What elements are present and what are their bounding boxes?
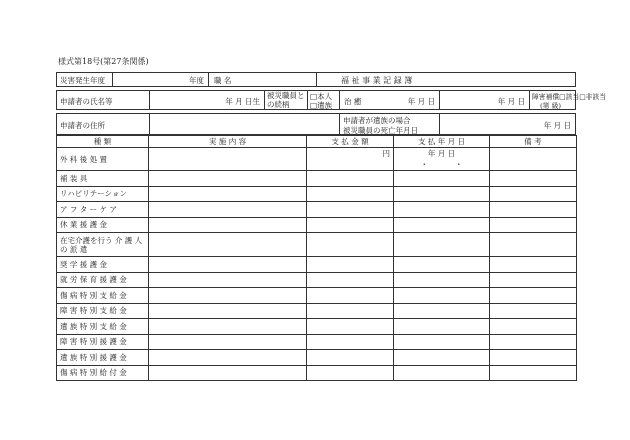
- relation-option-self[interactable]: □本人: [310, 92, 333, 101]
- relation-options[interactable]: [307, 91, 339, 109]
- content-cell[interactable]: [149, 303, 307, 319]
- content-cell[interactable]: [149, 202, 307, 218]
- relation-label: 被災職員との続柄: [267, 91, 305, 109]
- relation-option-bereaved[interactable]: □遺族: [310, 101, 333, 110]
- remarks-cell[interactable]: [490, 334, 577, 350]
- amount-cell[interactable]: [307, 148, 394, 171]
- row-type-label: 就 労 保 育 援 護 金: [57, 272, 149, 288]
- content-cell[interactable]: [149, 217, 307, 233]
- table-row: [57, 350, 577, 366]
- pay-date-cell[interactable]: [394, 334, 490, 350]
- remarks-cell[interactable]: [490, 217, 577, 233]
- fiscal-year-suffix: 年度: [189, 76, 204, 85]
- row-type-label: 傷 病 特 別 給 付 金: [57, 365, 149, 381]
- death-date-field[interactable]: [439, 114, 577, 134]
- col-header-content: 実 施 内 容: [149, 136, 307, 148]
- applicant-name-label-cell: [57, 91, 149, 109]
- amount-cell[interactable]: [307, 319, 394, 335]
- register-title: 福 祉 事 業 記 録 簿: [341, 76, 413, 85]
- amount-cell[interactable]: [307, 171, 394, 187]
- remarks-cell[interactable]: [490, 272, 577, 288]
- table-row: [57, 217, 577, 233]
- table-row: [57, 233, 577, 257]
- content-cell[interactable]: [149, 350, 307, 366]
- job-title-label-cell: [208, 73, 266, 86]
- table-row: [57, 288, 577, 304]
- remarks-cell[interactable]: [490, 186, 577, 202]
- col-header-remarks: 備 考: [490, 136, 577, 148]
- remarks-cell[interactable]: [490, 350, 577, 366]
- content-cell[interactable]: [149, 334, 307, 350]
- content-cell[interactable]: [149, 319, 307, 335]
- row-type-label: 補 装 具: [57, 171, 149, 187]
- extra-date-cell[interactable]: [439, 91, 529, 109]
- applicant-name-field[interactable]: [149, 91, 264, 109]
- disability-grade: (第 級): [540, 102, 562, 110]
- address-label: 申請者の住所: [60, 121, 105, 130]
- pay-date-cell[interactable]: [394, 288, 490, 304]
- remarks-cell[interactable]: [490, 148, 577, 171]
- pay-date-label: 年 月 日: [427, 149, 456, 158]
- yen-unit: 円: [382, 149, 390, 158]
- amount-cell[interactable]: [307, 350, 394, 366]
- extra-date: 年 月 日: [497, 97, 525, 106]
- pay-date-cell[interactable]: [394, 365, 490, 381]
- header-row-3: [56, 113, 576, 135]
- row-type-label: 在宅介護を行う 介 護 人 の 派 遣: [57, 233, 149, 257]
- col-header-pay-date: 支 払 年 月 日: [394, 136, 490, 148]
- amount-cell[interactable]: [307, 288, 394, 304]
- relation-label-cell: [264, 91, 307, 109]
- occurrence-year-label-cell: [57, 73, 112, 86]
- address-field[interactable]: [149, 114, 339, 134]
- table-row: [57, 365, 577, 381]
- row-type-label: ア フ タ ー ケ ア: [57, 202, 149, 218]
- fiscal-year-field[interactable]: [112, 73, 208, 86]
- pay-date-cell[interactable]: [394, 350, 490, 366]
- applicant-name-label: 申請者の氏名等: [60, 97, 113, 106]
- birth-date-label: 年 月 日生: [225, 97, 260, 106]
- row-type-label: 外 科 後 処 置: [57, 148, 149, 171]
- remarks-cell[interactable]: [490, 319, 577, 335]
- col-header-type: 種 類: [57, 136, 149, 148]
- address-label-cell: [57, 114, 149, 134]
- pay-date-cell[interactable]: [394, 171, 490, 187]
- row-type-label: リハビリテーション: [57, 186, 149, 202]
- job-title-label: 職 名: [214, 76, 232, 85]
- row-type-label: 遺 族 特 別 支 給 金: [57, 319, 149, 335]
- col-header-amount: 支 払 金 額: [307, 136, 394, 148]
- amount-cell[interactable]: [307, 334, 394, 350]
- row-type-label: 休 業 援 護 金: [57, 217, 149, 233]
- remarks-cell[interactable]: [490, 303, 577, 319]
- content-cell[interactable]: [149, 272, 307, 288]
- row-type-label: 傷 病 特 別 支 給 金: [57, 288, 149, 304]
- recovery-date: 年 月 日: [407, 97, 435, 106]
- disability-label: 障害補償□該当□非該当: [532, 93, 607, 101]
- pay-date-cell[interactable]: [394, 272, 490, 288]
- table-row: [57, 272, 577, 288]
- remarks-cell[interactable]: [490, 202, 577, 218]
- register-title-cell: [266, 73, 577, 86]
- content-cell[interactable]: [149, 171, 307, 187]
- death-label-cell: [339, 114, 439, 134]
- pay-date-cell[interactable]: [394, 319, 490, 335]
- remarks-cell[interactable]: [490, 171, 577, 187]
- death-label-line2: 被災職員の死亡年月日: [343, 126, 418, 135]
- row-type-label: 遺 族 特 別 援 護 金: [57, 350, 149, 366]
- table-row: [57, 303, 577, 319]
- remarks-cell[interactable]: [490, 365, 577, 381]
- row-type-label: 障 害 特 別 援 護 金: [57, 334, 149, 350]
- content-cell[interactable]: [149, 288, 307, 304]
- pay-date-cell[interactable]: [394, 202, 490, 218]
- row-type-label: 障 害 特 別 支 給 金: [57, 303, 149, 319]
- content-cell[interactable]: [149, 233, 307, 257]
- amount-cell[interactable]: [307, 202, 394, 218]
- content-cell[interactable]: [149, 257, 307, 273]
- content-cell[interactable]: [149, 186, 307, 202]
- content-cell[interactable]: [149, 148, 307, 171]
- amount-cell[interactable]: [307, 272, 394, 288]
- remarks-cell[interactable]: [490, 288, 577, 304]
- pay-date-cell[interactable]: [394, 148, 490, 171]
- remarks-cell[interactable]: [490, 233, 577, 257]
- amount-cell[interactable]: [307, 233, 394, 257]
- table-header-row: [57, 136, 577, 148]
- table-row: [57, 334, 577, 350]
- amount-cell[interactable]: [307, 257, 394, 273]
- amount-cell[interactable]: [307, 365, 394, 381]
- recovery-cell[interactable]: [339, 91, 439, 109]
- content-cell[interactable]: [149, 365, 307, 381]
- form-code: 様式第18号(第27条関係): [58, 57, 149, 66]
- welfare-records-table: [56, 135, 577, 381]
- table-row: [57, 319, 577, 335]
- header-row-1: [56, 72, 576, 87]
- pay-date-cell[interactable]: [394, 217, 490, 233]
- table-row: [57, 202, 577, 218]
- amount-cell[interactable]: [307, 186, 394, 202]
- death-label-line1: 申請者が遺族の場合: [343, 116, 411, 125]
- row-type-label: 奨 学 援 護 金: [57, 257, 149, 273]
- amount-cell[interactable]: [307, 217, 394, 233]
- recovery-label: 治 癒: [344, 97, 362, 106]
- occurrence-year-label: 災害発生年度: [60, 76, 105, 85]
- table-row: [57, 257, 577, 273]
- pay-date-dots: ・ ・: [420, 160, 463, 169]
- table-row: [57, 148, 577, 171]
- amount-cell[interactable]: [307, 303, 394, 319]
- table-row: [57, 186, 577, 202]
- table-row: [57, 171, 577, 187]
- disability-cell[interactable]: [529, 91, 607, 110]
- header-row-2: [56, 90, 607, 110]
- pay-date-cell[interactable]: [394, 186, 490, 202]
- job-title-field[interactable]: [266, 73, 317, 86]
- pay-date-cell[interactable]: [394, 303, 490, 319]
- pay-date-cell[interactable]: [394, 233, 490, 257]
- death-date: 年 月 日: [543, 121, 571, 130]
- pay-date-cell[interactable]: [394, 257, 490, 273]
- remarks-cell[interactable]: [490, 257, 577, 273]
